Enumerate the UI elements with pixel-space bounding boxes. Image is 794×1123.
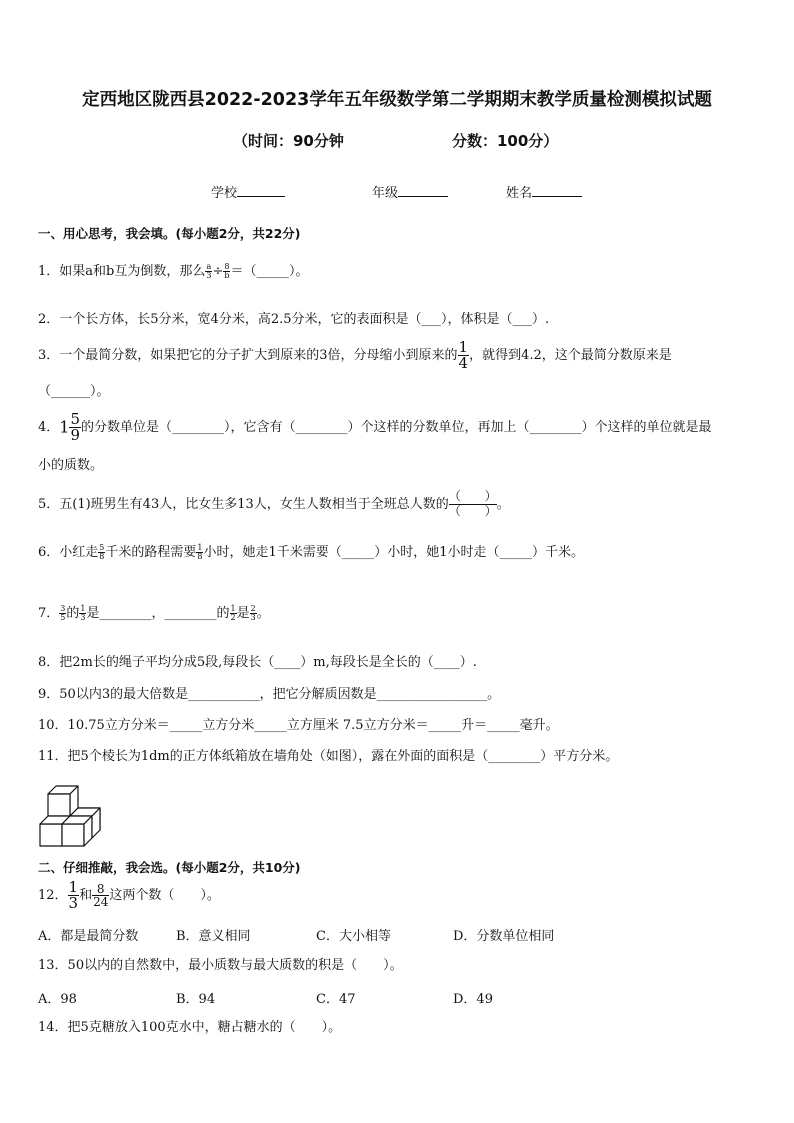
question-4 <box>38 412 712 443</box>
question-10: 10．10.75立方分米＝_____立方分米_____立方厘米 7.5立方分米＝_____升＝_____毫升。 <box>38 718 559 733</box>
question-13: 13．50以内的自然数中，最小质数与最大质数的积是（ ）。 <box>38 958 403 973</box>
q4-number: 4． <box>38 420 60 435</box>
q5-text: 5．五(1)班男生有43人，比女生多13人，女生人数相当于全班总人数的 <box>38 496 449 512</box>
question-3 <box>38 340 672 371</box>
question-14: 14．把5克糖放入100克水中，糖占糖水的（ ）。 <box>38 1020 342 1035</box>
q1-operator: ÷ <box>212 264 224 279</box>
q3-text-2: ，就得到4.2，这个最简分数原来是 <box>469 348 672 363</box>
question-7 <box>38 604 270 624</box>
q12-fraction-1-3: $\frac{1}{3}$ <box>68 878 79 912</box>
q13-option-c[interactable]: C．47 <box>316 992 356 1007</box>
cube-front-face <box>48 794 70 816</box>
q7-fraction-1-2: $\frac{1}{2}$ <box>230 604 236 622</box>
q7-fraction-2-3: $\frac{2}{3}$ <box>250 604 256 622</box>
question-12 <box>38 880 220 911</box>
q13-option-a[interactable]: A．98 <box>38 992 77 1007</box>
question-2: 2．一个长方体，长5分米，宽4分米，高2.5分米，它的表面积是（___），体积是（___）. <box>38 312 550 327</box>
q6-text-2: 千米的路程需要 <box>105 545 197 560</box>
score-label: 分数：100分） <box>452 132 559 150</box>
q1-fraction-8-b: $\frac{8}{b}$ <box>224 262 230 280</box>
q5-end: 。 <box>496 496 510 512</box>
q6-fraction-5-8: $\frac{5}{8}$ <box>99 543 105 561</box>
question-1 <box>38 262 308 282</box>
q12-text: 这两个数（ ）。 <box>109 888 220 903</box>
question-3-line-2[interactable]: （______）。 <box>38 384 110 399</box>
q7-shi: 是 <box>236 606 250 621</box>
section2-heading: 二、仔细推敲，我会选。(每小题2分，共10分) <box>38 860 301 875</box>
name-field <box>506 182 582 201</box>
question-4-line-2: 小的质数。 <box>38 458 104 473</box>
question-5 <box>38 490 510 519</box>
q1-answer-blank[interactable]: ＝（_____）。 <box>230 264 309 279</box>
q1-fraction-a-3: $\frac{a}{3}$ <box>206 262 212 280</box>
q6-text-3: 小时，她走1千米需要（_____）小时，她1小时走（_____）千米。 <box>203 545 585 560</box>
q7-blanks[interactable]: 是________，________的 <box>86 606 230 621</box>
cube-front-right <box>62 824 84 846</box>
cube-front-left <box>40 824 62 846</box>
school-label: 学校 <box>211 186 238 201</box>
q7-fraction-3-5: $\frac{3}{5}$ <box>60 604 66 622</box>
q12-option-b[interactable]: B．意义相同 <box>176 929 251 944</box>
cubes-figure <box>38 782 102 848</box>
name-blank[interactable] <box>532 184 582 197</box>
question-11: 11．把5个棱长为1dm的正方体纸箱放在墙角处（如图），露在外面的面积是（________）平方分米。 <box>38 749 619 764</box>
q3-text: 3．一个最简分数，如果把它的分子扩大到原来的3倍，分母缩小到原来的 <box>38 348 458 363</box>
q13-option-d[interactable]: D．49 <box>453 992 493 1007</box>
section1-heading: 一、用心思考，我会填。(每小题2分，共22分) <box>38 226 301 241</box>
q12-option-a[interactable]: A．都是最简分数 <box>38 929 139 944</box>
time-label: （时间：90分钟 <box>233 132 344 150</box>
school-field <box>211 182 285 201</box>
q7-number: 7． <box>38 606 60 621</box>
q6-text: 6．小红走 <box>38 545 99 560</box>
page-title: 定西地区陇西县2022-2023学年五年级数学第二学期期末教学质量检测模拟试题 <box>82 90 712 110</box>
q3-fraction-1-4: $\frac{1}{4}$ <box>458 338 469 372</box>
q7-fraction-1-3: $\frac{1}{3}$ <box>80 604 86 622</box>
q4-fraction-5-9: $\frac{5}{9}$ <box>70 410 81 444</box>
name-label: 姓名 <box>506 186 533 201</box>
q12-fraction-8-24: $\frac{8}{24}$ <box>93 882 109 909</box>
q7-de-1: 的 <box>66 606 80 621</box>
q12-number: 12． <box>38 888 68 903</box>
q6-fraction-1-8: $\frac{1}{8}$ <box>197 543 203 561</box>
question-8: 8．把2m长的绳子平均分成5段,每段长（____）m,每段长是全长的（____）. <box>38 655 477 670</box>
q4-whole-part: 1 <box>59 417 70 437</box>
grade-label: 年级 <box>372 186 399 201</box>
grade-field <box>372 182 448 201</box>
q12-option-c[interactable]: C．大小相等 <box>316 929 391 944</box>
q12-he: 和 <box>79 888 93 903</box>
q4-text: 的分数单位是（________），它含有（________）个这样的分数单位，再加上（________）个这样的单位就是最 <box>81 420 712 435</box>
q1-text: 1．如果a和b互为倒数，那么 <box>38 264 206 279</box>
question-9: 9．50以内3的最大倍数是___________，把它分解质因数是_________________。 <box>38 687 501 702</box>
q7-end: 。 <box>256 606 270 621</box>
q13-option-b[interactable]: B．94 <box>176 992 216 1007</box>
grade-blank[interactable] <box>398 184 448 197</box>
question-6 <box>38 543 584 563</box>
q12-option-d[interactable]: D．分数单位相同 <box>453 929 555 944</box>
school-blank[interactable] <box>237 184 285 197</box>
q5-fraction-blank[interactable]: （ ） （ ） <box>448 489 497 518</box>
